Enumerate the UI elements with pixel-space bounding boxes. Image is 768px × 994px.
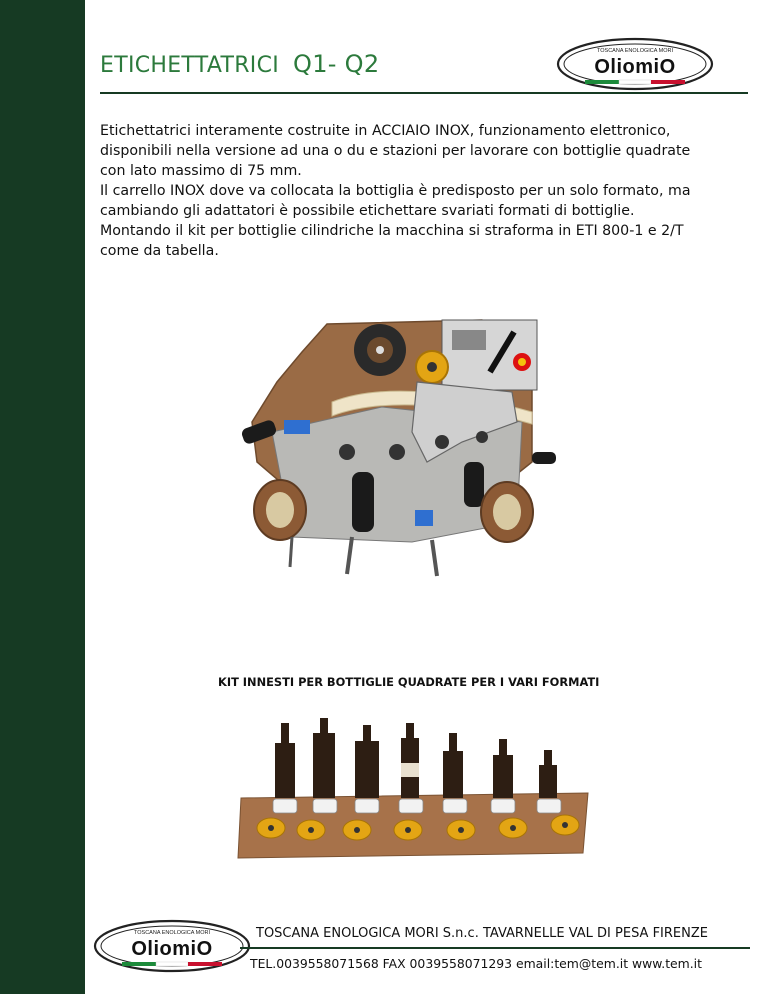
- bottle-kit-photo: [233, 703, 595, 863]
- logo-brand: OliomiO: [594, 56, 676, 78]
- oliomio-logo: [555, 36, 715, 92]
- intro-line: come da tabella.: [100, 243, 219, 259]
- kit-caption: KIT INNESTI PER BOTTIGLIE QUADRATE PER I VARI FORMATI: [218, 675, 600, 689]
- logo-brand: OliomiO: [131, 938, 213, 960]
- footer-contacts: TEL.0039558071568 FAX 0039558071293 email:tem@tem.it www.tem.it: [250, 956, 702, 971]
- header-divider: [100, 92, 748, 94]
- logo-tagline: TOSCANA ENOLOGICA MORI: [134, 930, 210, 936]
- footer-divider: [240, 947, 750, 949]
- side-bar: [0, 0, 85, 994]
- intro-line: cambiando gli adattatori è possibile etichettare svariati formati di bottiglie.: [100, 203, 635, 219]
- logo-tagline: TOSCANA ENOLOGICA MORI: [597, 48, 673, 54]
- intro-line: Il carrello INOX dove va collocata la bottiglia è predisposto per un solo formato, ma: [100, 183, 691, 199]
- intro-text: [100, 121, 740, 261]
- footer-company: TOSCANA ENOLOGICA MORI S.n.c. TAVARNELLE VAL DI PESA FIRENZE: [256, 926, 708, 941]
- intro-line: Montando il kit per bottiglie cilindriche la macchina si straforma in ETI 800-1 e 2/T: [100, 223, 684, 239]
- labeling-machine-photo: [232, 312, 557, 580]
- intro-line: con lato massimo di 75 mm.: [100, 163, 302, 179]
- intro-line: Etichettatrici interamente costruite in ACCIAIO INOX, funzionamento elettronico,: [100, 123, 671, 139]
- oliomio-logo-footer: [92, 918, 252, 974]
- intro-line: disponibili nella versione ad una o du e stazioni per lavorare con bottiglie quadrate: [100, 143, 691, 159]
- model-names: Q1- Q2: [293, 50, 380, 78]
- page-title: [100, 50, 379, 78]
- title-text: ETICHETTATRICI: [100, 53, 280, 78]
